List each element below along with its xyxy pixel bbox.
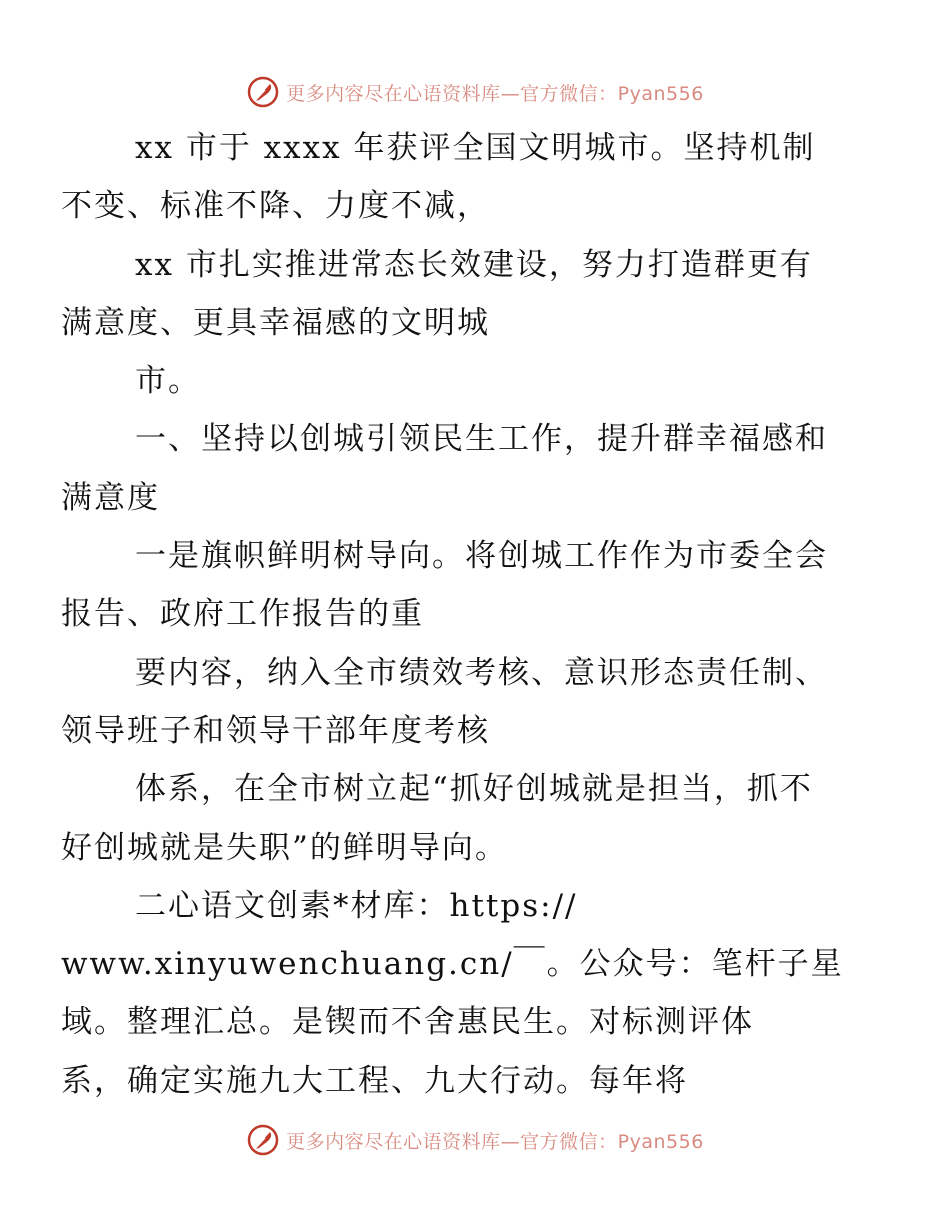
section-heading-1 [61, 410, 858, 527]
text-line: www.xinyuwenchuang.cn/￣。公众号：笔杆子星 [61, 946, 844, 983]
text-line: xx 市于 xxxx 年获评全国文明城市。坚持机制 [135, 130, 816, 166]
text-line: 满意度、更具幸福感的文明城 [61, 304, 490, 341]
header-watermark-banner [0, 72, 950, 112]
text-line: 报告、政府工作报告的重 [61, 596, 424, 633]
document-body [61, 119, 858, 1110]
text-line: 系，确定实施九大工程、九大行动。每年将 [61, 1062, 688, 1099]
text-line: 满意度 [61, 479, 160, 516]
paragraph-1 [61, 119, 858, 236]
footer-watermark-banner [0, 1120, 950, 1160]
watermark-text: 更多内容尽在心语资料库—官方微信：Pyan556 [286, 82, 704, 105]
text-line: 一是旗帜鲜明树导向。将创城工作作为市委全会 [135, 538, 828, 575]
text-line: 一、坚持以创城引领民生工作，提升群幸福感和 [135, 421, 828, 458]
text-line: 不变、标准不降、力度不减， [61, 188, 490, 225]
text-line: 体系，在全市树立起“抓好创城就是担当，抓不 [135, 771, 813, 808]
paragraph-2 [61, 236, 858, 353]
text-line: 好创城就是失职”的鲜明导向。 [61, 829, 508, 866]
paragraph-5 [61, 644, 858, 761]
feather-pen-logo-icon [246, 75, 280, 109]
text-line: xx 市扎实推进常态长效建设，努力打造群更有 [135, 246, 813, 283]
text-line: 领导班子和领导干部年度考核 [61, 712, 490, 749]
text-line: 域。整理汇总。是锲而不舍惠民生。对标测评体 [61, 1004, 754, 1041]
text-line: 要内容，纳入全市绩效考核、意识形态责任制、 [135, 654, 828, 691]
paragraph-3 [98, 352, 858, 410]
watermark-text: 更多内容尽在心语资料库—官方微信：Pyan556 [286, 1130, 704, 1153]
feather-pen-logo-icon [246, 1123, 280, 1157]
text-line: 市。 [135, 363, 201, 400]
paragraph-7 [61, 877, 858, 1110]
text-line: 二心语文创素*材库：https:// [135, 887, 578, 924]
paragraph-6 [61, 760, 858, 877]
paragraph-4 [61, 527, 858, 644]
